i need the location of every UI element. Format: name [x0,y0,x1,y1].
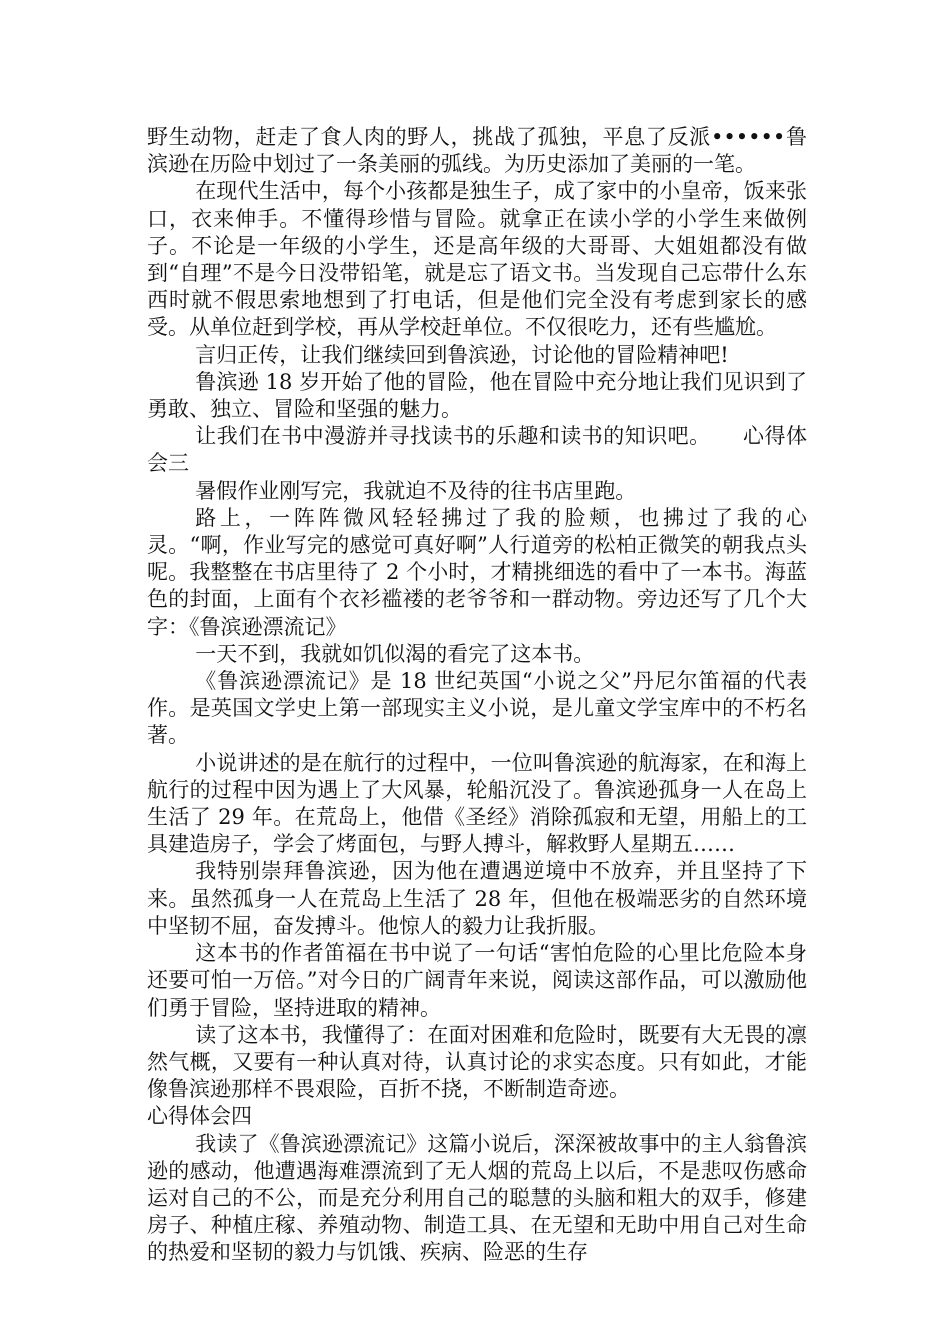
paragraph: 鲁滨逊 18 岁开始了他的冒险，他在冒险中充分地让我们见识到了勇敢、独立、冒险和坚强的魅力。 [147,369,807,422]
paragraph: 小说讲述的是在航行的过程中，一位叫鲁滨逊的航海家，在和海上航行的过程中因为遇上了大风暴，轮船沉没了。鲁滨逊孤身一人在岛上生活了 29 年。在荒岛上，他借《圣经》消除孤寂和无望，用船上的工具建造房子，学会了烤面包，与野人搏斗，解救野人星期五…… [147,750,807,857]
paragraph: 这本书的作者笛福在书中说了一句话“害怕危险的心里比危险本身还要可怕一万倍。”对今日的广阔青年来说，阅读这部作品，可以激励他们勇于冒险，坚持进取的精神。 [147,941,807,1020]
paragraph: 一天不到，我就如饥似渴的看完了这本书。 [195,641,595,666]
section-heading: 心得体会四 [147,1104,252,1129]
paragraph: 我读了《鲁滨逊漂流记》这篇小说后，深深被故事中的主人翁鲁滨逊的感动，他遭遇海难漂流到了无人烟的荒岛上以后，不是悲叹伤感命运对自己的不公，而是充分利用自己的聪慧的头脑和粗大的双手，修建房子、种植庄稼、养殖动物、制造工具、在无望和无助中用自己对生命的热爱和坚韧的毅力与饥饿、疾病、险恶的生存 [147,1131,807,1265]
paragraph: 我特别崇拜鲁滨逊，因为他在遭遇逆境中不放弃，并且坚持了下来。虽然孤身一人在荒岛上生活了 28 年，但他在极端恶劣的自然环境中坚韧不屈，奋发搏斗。他惊人的毅力让我折服。 [147,859,807,938]
paragraph: 让我们在书中漫游并寻找读书的乐趣和读书的知识吧。 心得体会三 [147,424,807,476]
paragraph: 野生动物，赶走了食人肉的野人，挑战了孤独，平息了反派••••••鲁滨逊在历险中划过了一条美丽的弧线。为历史添加了美丽的一笔。 [147,125,807,177]
paragraph: 言归正传，让我们继续回到鲁滨逊，讨论他的冒险精神吧! [195,342,729,367]
paragraph: 暑假作业刚写完，我就迫不及待的往书店里跑。 [195,478,637,503]
paragraph: 《鲁滨逊漂流记》是 18 世纪英国“小说之父”丹尼尔笛福的代表作。是英国文学史上第一部现实主义小说，是儿童文学宝库中的不朽名著。 [147,669,807,748]
paragraph: 路上，一阵阵微风轻轻拂过了我的脸颊，也拂过了我的心灵。“啊，作业写完的感觉可真好啊”人行道旁的松柏正微笑的朝我点头呢。我整整在书店里待了 2 个小时，才精挑细选的看中了一本书。海蓝色的封面，上面有个衣衫褴褛的老爷爷和一群动物。旁边还写了几个大字：《鲁滨逊漂流记》 [147,505,807,639]
document-body [147,124,807,1267]
paragraph: 在现代生活中，每个小孩都是独生子，成了家中的小皇帝，饭来张口，衣来伸手。不懂得珍惜与冒险。就拿正在读小学的小学生来做例子。不论是一年级的小学生，还是高年级的大哥哥、大姐姐都没有做到“自理”不是今日没带铅笔，就是忘了语文书。当发现自己忘带什么东西时就不假思索地想到了打电话，但是他们完全没有考虑到家长的感受。从单位赶到学校，再从学校赶单位。不仅很吃力，还有些尴尬。 [147,179,807,340]
paragraph: 读了这本书，我懂得了：在面对困难和危险时，既要有大无畏的凛然气概，又要有一种认真对待，认真讨论的求实态度。只有如此，才能像鲁滨逊那样不畏艰险，百折不挠，不断制造奇迹。 [147,1022,807,1102]
